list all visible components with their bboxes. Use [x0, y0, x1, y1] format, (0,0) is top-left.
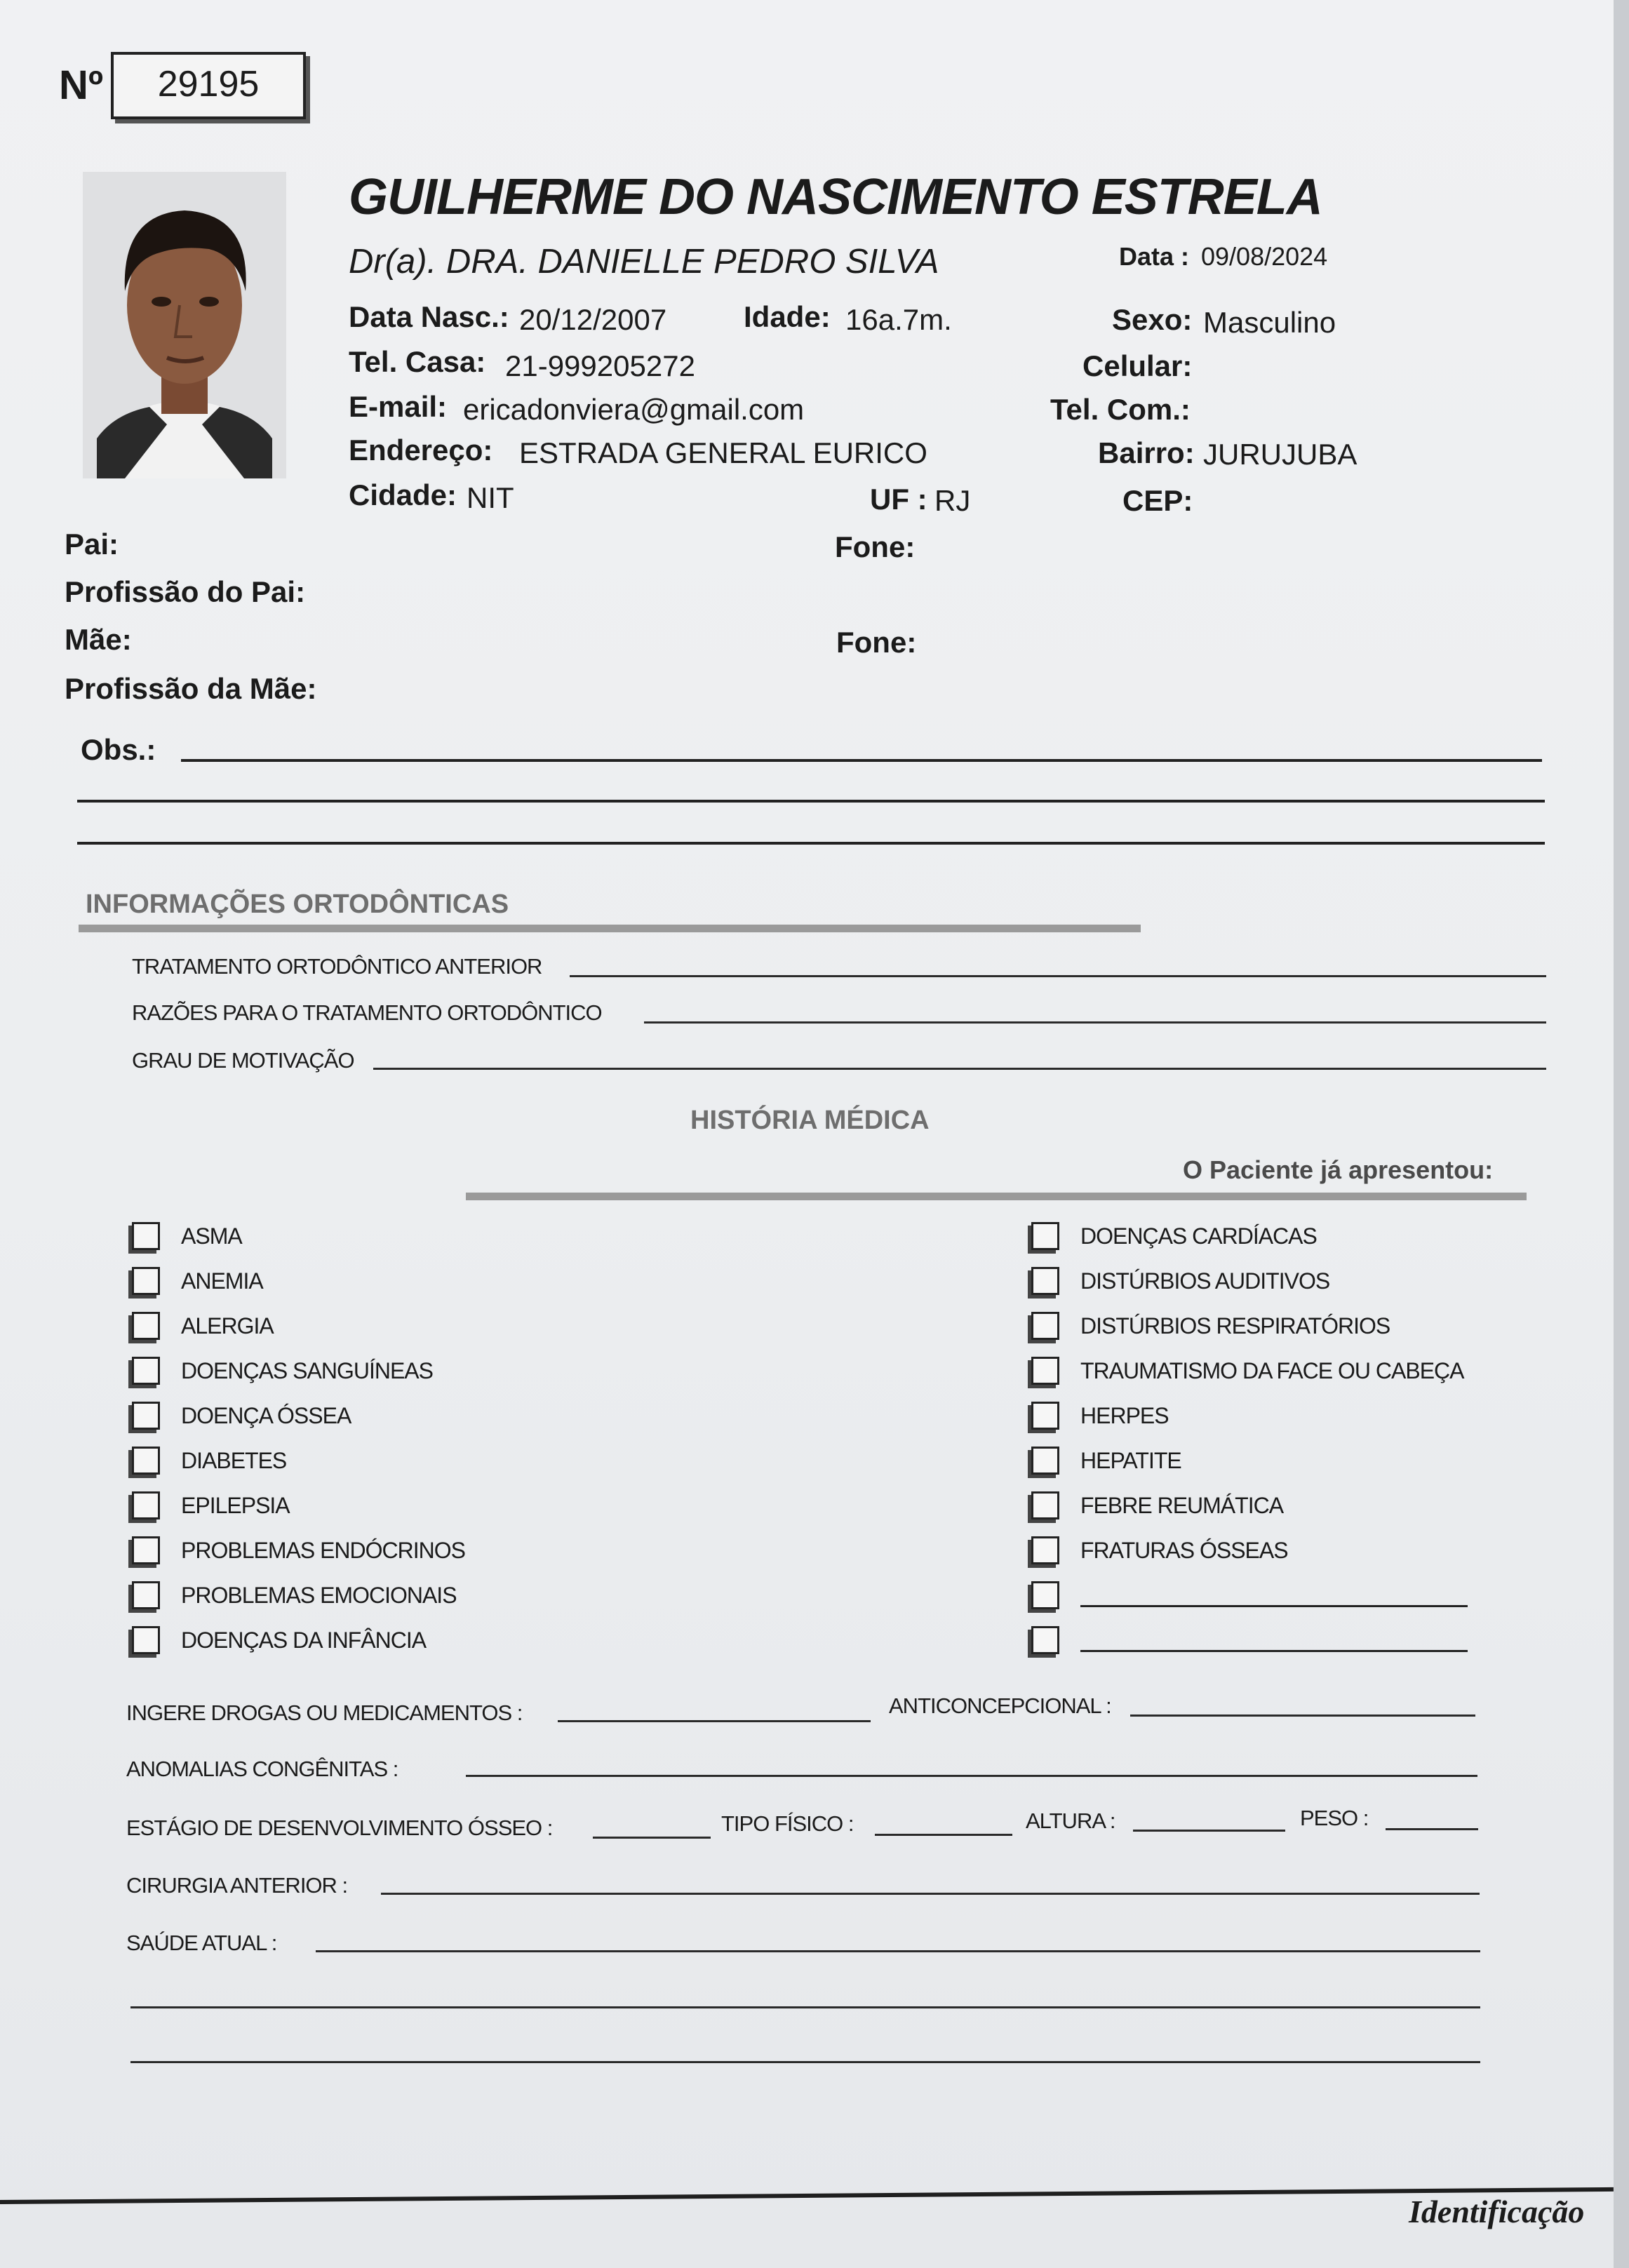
weight-label: PESO : [1300, 1806, 1369, 1830]
checkbox-label: DIABETES [181, 1447, 287, 1473]
health-line-1[interactable] [316, 1950, 1480, 1952]
medical-checkbox-row[interactable] [1031, 1312, 1390, 1340]
checkbox-label: DISTÚRBIOS AUDITIVOS [1080, 1268, 1330, 1294]
reasons-label: RAZÕES PARA O TRATAMENTO ORTODÔNTICO [132, 1000, 602, 1025]
father-label: Pai: [65, 528, 119, 561]
checkbox-label: EPILEPSIA [181, 1492, 290, 1518]
age-value: 16a.7m. [845, 303, 952, 336]
doctor-name: Dr(a). DRA. DANIELLE PEDRO SILVA [349, 243, 939, 281]
checkbox[interactable] [1031, 1267, 1059, 1295]
sex-value: Masculino [1203, 306, 1336, 339]
medical-checkbox-row[interactable] [1031, 1402, 1169, 1430]
medical-checkbox-row[interactable] [132, 1267, 263, 1295]
medical-checkbox-row[interactable] [132, 1491, 290, 1519]
address-label: Endereço: [349, 434, 493, 467]
checkbox-label: ALERGIA [181, 1313, 274, 1338]
blank-condition-line[interactable] [1080, 1650, 1468, 1652]
medical-checkbox-row[interactable] [1031, 1222, 1317, 1250]
health-line-2[interactable] [130, 2006, 1480, 2008]
weight-line[interactable] [1386, 1828, 1478, 1830]
city-label: Cidade: [349, 478, 457, 511]
previous-treatment-label: TRATAMENTO ORTODÔNTICO ANTERIOR [132, 954, 542, 979]
checkbox[interactable] [132, 1491, 160, 1519]
checkbox-label: ANEMIA [181, 1268, 263, 1294]
obs-label: Obs.: [81, 733, 156, 766]
medical-checkbox-row[interactable] [1031, 1536, 1288, 1564]
form-number-box [111, 52, 306, 119]
checkbox[interactable] [132, 1536, 160, 1564]
health-line-3[interactable] [130, 2061, 1480, 2063]
sex-label: Sexo: [1112, 303, 1193, 336]
age-label: Idade: [744, 300, 831, 333]
checkbox-label: ASMA [181, 1223, 242, 1249]
reasons-line[interactable] [644, 1021, 1546, 1024]
checkbox[interactable] [132, 1222, 160, 1250]
checkbox-label: DOENÇAS CARDÍACAS [1080, 1223, 1317, 1249]
patient-photo [83, 172, 286, 478]
orthodontic-section-title: INFORMAÇÕES ORTODÔNTICAS [86, 890, 509, 919]
anomalies-line[interactable] [466, 1775, 1477, 1777]
checkbox-label: DOENÇAS SANGUÍNEAS [181, 1357, 433, 1383]
medical-checkbox-row[interactable] [1031, 1357, 1463, 1385]
medical-checkbox-row[interactable] [132, 1626, 426, 1654]
surgery-line[interactable] [381, 1893, 1480, 1895]
district-value: JURUJUBA [1203, 438, 1358, 471]
checkbox[interactable] [132, 1626, 160, 1654]
checkbox[interactable] [132, 1267, 160, 1295]
email-label: E-mail: [349, 390, 448, 423]
checkbox[interactable] [132, 1357, 160, 1385]
contraceptive-line[interactable] [1130, 1715, 1475, 1717]
body-type-label: TIPO FÍSICO : [721, 1811, 854, 1836]
checkbox-label: HEPATITE [1080, 1447, 1181, 1473]
medical-checkbox-row[interactable] [1031, 1267, 1329, 1295]
body-type-line[interactable] [875, 1834, 1012, 1836]
footer-label: Identificação [1409, 2194, 1585, 2229]
mother-job-label: Profissão da Mãe: [65, 672, 317, 705]
district-label: Bairro: [1098, 436, 1195, 469]
father-phone-label: Fone: [835, 530, 916, 563]
health-label: SAÚDE ATUAL : [126, 1931, 277, 1955]
medical-checkbox-row[interactable] [1031, 1626, 1468, 1654]
checkbox[interactable] [132, 1447, 160, 1475]
orthodontic-section-bar [79, 925, 1141, 932]
state-value: RJ [934, 484, 971, 517]
checkbox-label: DISTÚRBIOS RESPIRATÓRIOS [1080, 1313, 1390, 1338]
medical-checkbox-row[interactable] [132, 1222, 242, 1250]
bone-stage-line[interactable] [593, 1837, 711, 1839]
date-label: Data : [1119, 242, 1190, 271]
bone-stage-label: ESTÁGIO DE DESENVOLVIMENTO ÓSSEO : [126, 1816, 553, 1840]
contraceptive-label: ANTICONCEPCIONAL : [889, 1693, 1111, 1718]
medical-checkbox-row[interactable] [1031, 1491, 1283, 1519]
medical-section-title: HISTÓRIA MÉDICA [690, 1106, 930, 1135]
patient-name: GUILHERME DO NASCIMENTO ESTRELA [349, 169, 1322, 225]
email-value: ericadonviera@gmail.com [463, 393, 805, 426]
checkbox[interactable] [1031, 1312, 1059, 1340]
birth-label: Data Nasc.: [349, 300, 509, 333]
obs-line-2[interactable] [77, 800, 1545, 803]
address-value: ESTRADA GENERAL EURICO [519, 436, 927, 469]
motivation-label: GRAU DE MOTIVAÇÃO [132, 1048, 354, 1073]
obs-line-3[interactable] [77, 842, 1545, 845]
form-number-prefix: Nº [59, 62, 104, 108]
medical-checkbox-row[interactable] [1031, 1447, 1181, 1475]
motivation-line[interactable] [373, 1068, 1546, 1070]
medical-section-bar [466, 1193, 1527, 1200]
checkbox-label: TRAUMATISMO DA FACE OU CABEÇA [1080, 1357, 1464, 1383]
checkbox[interactable] [1031, 1222, 1059, 1250]
checkbox-label: FEBRE REUMÁTICA [1080, 1492, 1284, 1518]
checkbox[interactable] [1031, 1447, 1059, 1475]
city-value: NIT [467, 481, 514, 514]
mother-label: Mãe: [65, 623, 132, 656]
medical-subtitle: O Paciente já apresentou: [1183, 1155, 1494, 1184]
checkbox[interactable] [1031, 1357, 1059, 1385]
checkbox[interactable] [1031, 1581, 1059, 1609]
blank-condition-line[interactable] [1080, 1605, 1468, 1607]
zip-label: CEP: [1122, 484, 1193, 517]
surgery-label: CIRURGIA ANTERIOR : [126, 1873, 348, 1898]
birth-value: 20/12/2007 [519, 303, 667, 336]
checkbox-label: PROBLEMAS EMOCIONAIS [181, 1582, 457, 1608]
date-value: 09/08/2024 [1201, 242, 1328, 271]
medical-checkbox-row[interactable] [132, 1402, 351, 1430]
drugs-line[interactable] [558, 1720, 871, 1722]
drugs-label: INGERE DROGAS OU MEDICAMENTOS : [126, 1700, 523, 1725]
checkbox-label: PROBLEMAS ENDÓCRINOS [181, 1537, 465, 1563]
father-job-label: Profissão do Pai: [65, 575, 306, 608]
checkbox[interactable] [1031, 1536, 1059, 1564]
medical-checkbox-row[interactable] [132, 1357, 433, 1385]
checkbox-label: DOENÇAS DA INFÂNCIA [181, 1627, 427, 1653]
height-line[interactable] [1133, 1830, 1285, 1832]
medical-checkbox-row[interactable] [132, 1536, 465, 1564]
checkbox[interactable] [132, 1402, 160, 1430]
obs-line-1[interactable] [181, 759, 1542, 762]
height-label: ALTURA : [1026, 1809, 1115, 1833]
home-phone-value: 21-999205272 [505, 349, 695, 382]
home-phone-label: Tel. Casa: [349, 345, 486, 378]
checkbox[interactable] [1031, 1491, 1059, 1519]
mobile-label: Celular: [1082, 349, 1193, 382]
medical-checkbox-row[interactable] [1031, 1581, 1468, 1609]
medical-checkbox-row[interactable] [132, 1447, 286, 1475]
medical-checkbox-row[interactable] [132, 1312, 274, 1340]
checkbox[interactable] [1031, 1402, 1059, 1430]
checkbox[interactable] [1031, 1626, 1059, 1654]
medical-checkbox-row[interactable] [132, 1581, 457, 1609]
checkbox-label: DOENÇA ÓSSEA [181, 1402, 351, 1428]
mother-phone-label: Fone: [836, 626, 917, 659]
form-number-value: 29195 [157, 64, 260, 105]
checkbox-label: HERPES [1080, 1402, 1169, 1428]
checkbox[interactable] [132, 1312, 160, 1340]
checkbox-label: FRATURAS ÓSSEAS [1080, 1537, 1288, 1563]
anomalies-label: ANOMALIAS CONGÊNITAS : [126, 1757, 398, 1781]
checkbox[interactable] [132, 1581, 160, 1609]
state-label: UF : [870, 483, 927, 516]
previous-treatment-line[interactable] [570, 975, 1546, 977]
footer-rule [0, 2187, 1614, 2204]
work-phone-label: Tel. Com.: [1050, 393, 1191, 426]
